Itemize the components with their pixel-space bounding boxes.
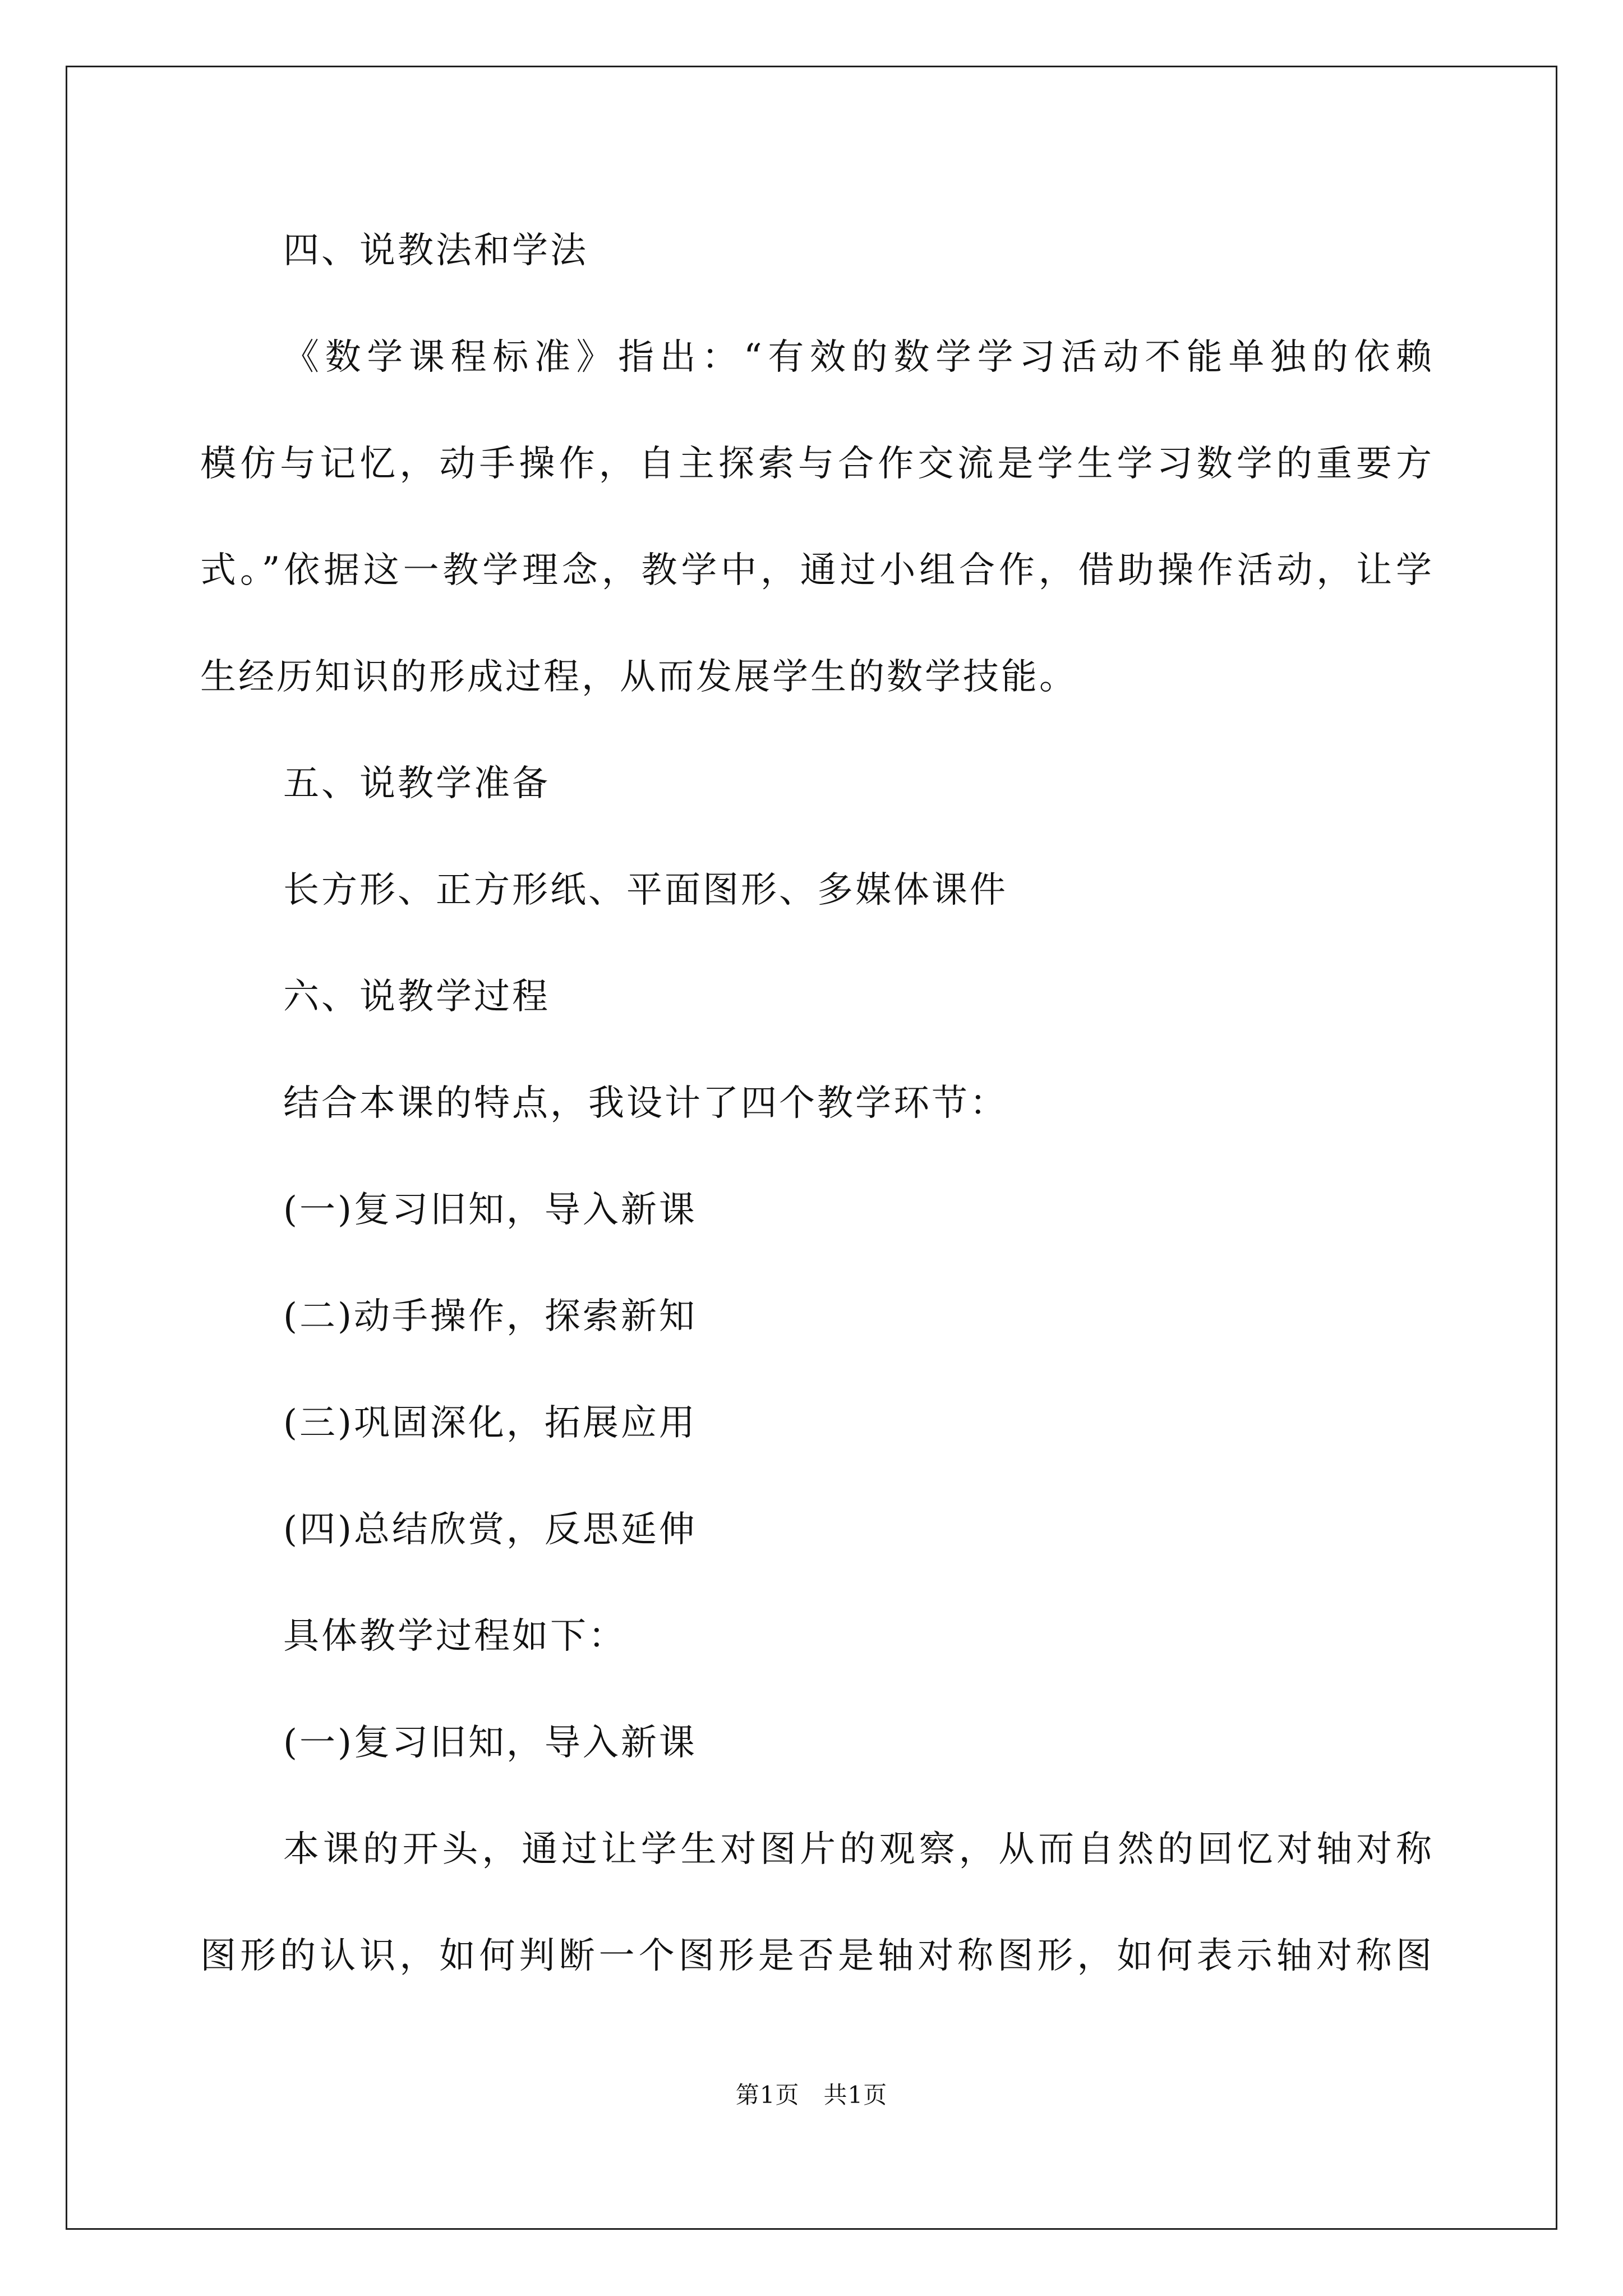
paragraph-line: 长方形、正方形纸、平面图形、多媒体课件 xyxy=(283,869,1008,911)
page-footer: 第1页 共1页 xyxy=(735,2081,888,2109)
section-heading-process: 六、说教学过程 xyxy=(283,976,550,1018)
paragraph-line: 生经历知识的形成过程，从而发展学生的数学技能。 xyxy=(200,656,1077,698)
paragraph-line: 结合本课的特点，我设计了四个教学环节： xyxy=(283,1083,1008,1124)
paragraph-line: 式。”依据这一教学理念，教学中，通过小组合作，借助操作活动，让学 xyxy=(200,550,1434,591)
paragraph-line: 《数学课程标准》指出：“有效的数学学习活动不能单独的依赖 xyxy=(283,337,1434,378)
paragraph-line: 本课的开头，通过让学生对图片的观察，从而自然的回忆对轴对称 xyxy=(283,1829,1434,1870)
list-item: (四)总结欣赏，反思延伸 xyxy=(283,1509,697,1550)
page-border xyxy=(66,66,1557,2230)
section-heading-teaching-methods: 四、说教法和学法 xyxy=(283,230,588,272)
paragraph-line: 具体教学过程如下： xyxy=(283,1616,626,1657)
section-heading-preparation: 五、说教学准备 xyxy=(283,763,550,804)
list-item: (二)动手操作，探索新知 xyxy=(283,1296,697,1337)
paragraph-line: 模仿与记忆，动手操作，自主探索与合作交流是学生学习数学的重要方 xyxy=(200,443,1434,485)
list-item: (三)巩固深化，拓展应用 xyxy=(283,1402,697,1444)
paragraph-line: 图形的认识，如何判断一个图形是否是轴对称图形，如何表示轴对称图 xyxy=(200,1935,1434,1977)
sub-heading: (一)复习旧知，导入新课 xyxy=(283,1722,697,1764)
list-item: (一)复习旧知，导入新课 xyxy=(283,1189,697,1231)
